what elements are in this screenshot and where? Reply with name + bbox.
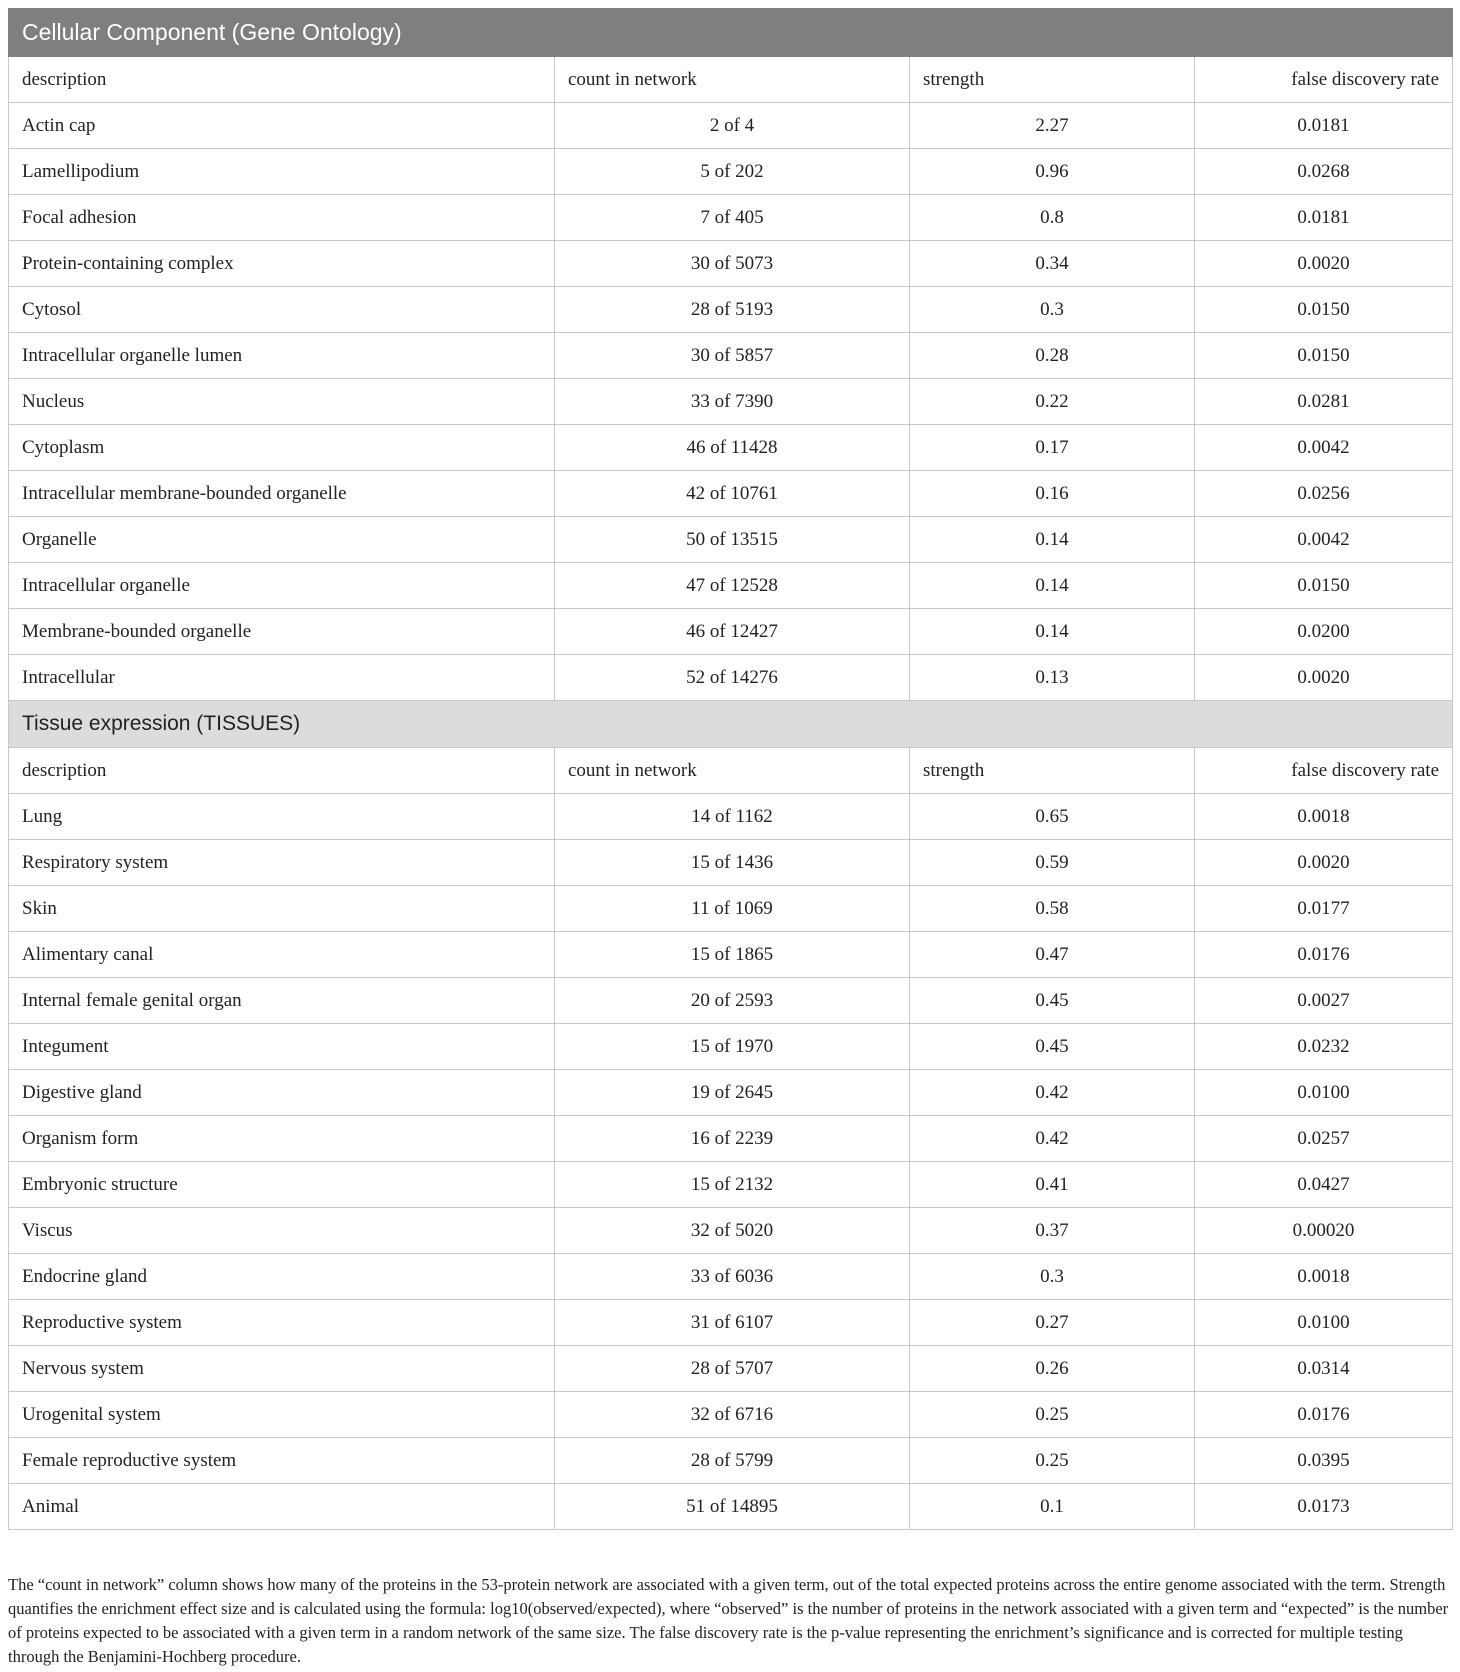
cell-description: Cytosol — [9, 287, 555, 333]
section-title-row — [9, 9, 1453, 57]
cell-false-discovery-rate: 0.0020 — [1195, 241, 1453, 287]
cell-count-in-network: 51 of 14895 — [555, 1484, 910, 1530]
cell-false-discovery-rate: 0.0173 — [1195, 1484, 1453, 1530]
table-row — [9, 471, 1453, 517]
table-row — [9, 1438, 1453, 1484]
cell-description: Nucleus — [9, 379, 555, 425]
table-row — [9, 655, 1453, 701]
table-row — [9, 517, 1453, 563]
cell-count-in-network: 42 of 10761 — [555, 471, 910, 517]
cell-false-discovery-rate: 0.0256 — [1195, 471, 1453, 517]
cell-strength: 0.28 — [910, 333, 1195, 379]
cell-description: Urogenital system — [9, 1392, 555, 1438]
cell-strength: 0.41 — [910, 1162, 1195, 1208]
table-row — [9, 794, 1453, 840]
table-row — [9, 1254, 1453, 1300]
cell-count-in-network: 19 of 2645 — [555, 1070, 910, 1116]
cell-false-discovery-rate: 0.0314 — [1195, 1346, 1453, 1392]
table-row — [9, 149, 1453, 195]
cell-description: Animal — [9, 1484, 555, 1530]
table-row — [9, 425, 1453, 471]
cell-description: Membrane-bounded organelle — [9, 609, 555, 655]
cell-false-discovery-rate: 0.0018 — [1195, 794, 1453, 840]
cell-description: Cytoplasm — [9, 425, 555, 471]
cell-false-discovery-rate: 0.0181 — [1195, 103, 1453, 149]
header-strength: strength — [910, 748, 1195, 794]
enrichment-table — [8, 8, 1453, 1530]
table-row — [9, 1392, 1453, 1438]
cell-count-in-network: 11 of 1069 — [555, 886, 910, 932]
cell-false-discovery-rate: 0.0177 — [1195, 886, 1453, 932]
table-row — [9, 1208, 1453, 1254]
cell-count-in-network: 15 of 1970 — [555, 1024, 910, 1070]
table-row — [9, 195, 1453, 241]
cell-false-discovery-rate: 0.0176 — [1195, 1392, 1453, 1438]
cell-strength: 0.34 — [910, 241, 1195, 287]
cell-description: Skin — [9, 886, 555, 932]
cell-strength: 0.45 — [910, 1024, 1195, 1070]
cell-false-discovery-rate: 0.0020 — [1195, 840, 1453, 886]
header-description: description — [9, 57, 555, 103]
cell-count-in-network: 32 of 5020 — [555, 1208, 910, 1254]
cell-count-in-network: 47 of 12528 — [555, 563, 910, 609]
cell-description: Integument — [9, 1024, 555, 1070]
section-title-row — [9, 701, 1453, 748]
cell-false-discovery-rate: 0.0181 — [1195, 195, 1453, 241]
cell-false-discovery-rate: 0.0200 — [1195, 609, 1453, 655]
cell-false-discovery-rate: 0.0281 — [1195, 379, 1453, 425]
cell-strength: 0.14 — [910, 517, 1195, 563]
column-header-row — [9, 748, 1453, 794]
cell-description: Lamellipodium — [9, 149, 555, 195]
cell-strength: 0.58 — [910, 886, 1195, 932]
cell-false-discovery-rate: 0.0150 — [1195, 333, 1453, 379]
cell-count-in-network: 14 of 1162 — [555, 794, 910, 840]
section-title: Tissue expression (TISSUES) — [9, 701, 1453, 748]
cell-strength: 0.65 — [910, 794, 1195, 840]
cell-count-in-network: 28 of 5193 — [555, 287, 910, 333]
cell-strength: 0.16 — [910, 471, 1195, 517]
cell-description: Organelle — [9, 517, 555, 563]
table-row — [9, 1346, 1453, 1392]
table-row — [9, 1116, 1453, 1162]
cell-description: Focal adhesion — [9, 195, 555, 241]
table-row — [9, 609, 1453, 655]
table-row — [9, 978, 1453, 1024]
cell-strength: 0.25 — [910, 1392, 1195, 1438]
cell-false-discovery-rate: 0.0150 — [1195, 287, 1453, 333]
header-description: description — [9, 748, 555, 794]
cell-false-discovery-rate: 0.0020 — [1195, 655, 1453, 701]
cell-strength: 0.3 — [910, 287, 1195, 333]
cell-description: Actin cap — [9, 103, 555, 149]
cell-description: Intracellular organelle — [9, 563, 555, 609]
cell-count-in-network: 32 of 6716 — [555, 1392, 910, 1438]
cell-false-discovery-rate: 0.0018 — [1195, 1254, 1453, 1300]
cell-description: Digestive gland — [9, 1070, 555, 1116]
cell-count-in-network: 16 of 2239 — [555, 1116, 910, 1162]
cell-description: Lung — [9, 794, 555, 840]
cell-description: Intracellular — [9, 655, 555, 701]
cell-false-discovery-rate: 0.0395 — [1195, 1438, 1453, 1484]
cell-false-discovery-rate: 0.0100 — [1195, 1070, 1453, 1116]
cell-strength: 0.47 — [910, 932, 1195, 978]
cell-false-discovery-rate: 0.0257 — [1195, 1116, 1453, 1162]
cell-description: Protein-containing complex — [9, 241, 555, 287]
cell-count-in-network: 7 of 405 — [555, 195, 910, 241]
header-count-in-network: count in network — [555, 57, 910, 103]
table-row — [9, 241, 1453, 287]
table-row — [9, 1024, 1453, 1070]
cell-count-in-network: 46 of 12427 — [555, 609, 910, 655]
cell-strength: 0.42 — [910, 1116, 1195, 1162]
cell-strength: 0.14 — [910, 609, 1195, 655]
cell-strength: 2.27 — [910, 103, 1195, 149]
table-footnote: The “count in network” column shows how many of the proteins in the 53-protein network are associated with a given term, out of the total expected proteins across the entire genome associated with the term. Strength quantifies the enrichment effect size and is calculated using the formula: log10(observed/expected), where “observed” is the number of proteins in the network associated with a given term and “expected” is the number of proteins expected to be associated with a given term in a random network of the same size. The false discovery rate is the p-value representing the enrichment’s significance and is corrected for multiple testing through the Benjamini-Hochberg procedure. — [8, 1575, 1449, 1666]
cell-false-discovery-rate: 0.00020 — [1195, 1208, 1453, 1254]
cell-count-in-network: 33 of 6036 — [555, 1254, 910, 1300]
cell-strength: 0.27 — [910, 1300, 1195, 1346]
column-header-row — [9, 57, 1453, 103]
cell-count-in-network: 50 of 13515 — [555, 517, 910, 563]
cell-description: Reproductive system — [9, 1300, 555, 1346]
cell-false-discovery-rate: 0.0176 — [1195, 932, 1453, 978]
table-row — [9, 287, 1453, 333]
table-row — [9, 563, 1453, 609]
cell-count-in-network: 52 of 14276 — [555, 655, 910, 701]
cell-false-discovery-rate: 0.0042 — [1195, 517, 1453, 563]
header-count-in-network: count in network — [555, 748, 910, 794]
cell-count-in-network: 28 of 5799 — [555, 1438, 910, 1484]
cell-description: Organism form — [9, 1116, 555, 1162]
cell-count-in-network: 46 of 11428 — [555, 425, 910, 471]
cell-strength: 0.25 — [910, 1438, 1195, 1484]
header-false-discovery-rate: false discovery rate — [1195, 57, 1453, 103]
cell-description: Alimentary canal — [9, 932, 555, 978]
cell-count-in-network: 2 of 4 — [555, 103, 910, 149]
cell-description: Endocrine gland — [9, 1254, 555, 1300]
cell-false-discovery-rate: 0.0027 — [1195, 978, 1453, 1024]
table-row — [9, 333, 1453, 379]
cell-count-in-network: 15 of 1436 — [555, 840, 910, 886]
table-row — [9, 1070, 1453, 1116]
cell-strength: 0.96 — [910, 149, 1195, 195]
table-row — [9, 103, 1453, 149]
cell-count-in-network: 28 of 5707 — [555, 1346, 910, 1392]
cell-strength: 0.59 — [910, 840, 1195, 886]
cell-count-in-network: 31 of 6107 — [555, 1300, 910, 1346]
cell-strength: 0.42 — [910, 1070, 1195, 1116]
table-row — [9, 379, 1453, 425]
cell-description: Embryonic structure — [9, 1162, 555, 1208]
cell-description: Viscus — [9, 1208, 555, 1254]
cell-description: Internal female genital organ — [9, 978, 555, 1024]
cell-strength: 0.45 — [910, 978, 1195, 1024]
cell-strength: 0.26 — [910, 1346, 1195, 1392]
header-false-discovery-rate: false discovery rate — [1195, 748, 1453, 794]
cell-strength: 0.8 — [910, 195, 1195, 241]
cell-count-in-network: 30 of 5857 — [555, 333, 910, 379]
cell-count-in-network: 30 of 5073 — [555, 241, 910, 287]
cell-description: Intracellular organelle lumen — [9, 333, 555, 379]
cell-description: Nervous system — [9, 1346, 555, 1392]
header-strength: strength — [910, 57, 1195, 103]
cell-count-in-network: 33 of 7390 — [555, 379, 910, 425]
cell-description: Respiratory system — [9, 840, 555, 886]
cell-description: Female reproductive system — [9, 1438, 555, 1484]
cell-description: Intracellular membrane-bounded organelle — [9, 471, 555, 517]
cell-false-discovery-rate: 0.0232 — [1195, 1024, 1453, 1070]
cell-strength: 0.37 — [910, 1208, 1195, 1254]
table-row — [9, 840, 1453, 886]
enrichment-table-body — [9, 9, 1453, 1530]
table-row — [9, 886, 1453, 932]
cell-false-discovery-rate: 0.0427 — [1195, 1162, 1453, 1208]
cell-count-in-network: 20 of 2593 — [555, 978, 910, 1024]
table-row — [9, 1162, 1453, 1208]
table-row — [9, 1300, 1453, 1346]
table-row — [9, 932, 1453, 978]
cell-count-in-network: 5 of 202 — [555, 149, 910, 195]
cell-false-discovery-rate: 0.0042 — [1195, 425, 1453, 471]
cell-count-in-network: 15 of 2132 — [555, 1162, 910, 1208]
cell-strength: 0.17 — [910, 425, 1195, 471]
cell-strength: 0.3 — [910, 1254, 1195, 1300]
cell-count-in-network: 15 of 1865 — [555, 932, 910, 978]
table-row — [9, 1484, 1453, 1530]
section-title: Cellular Component (Gene Ontology) — [9, 9, 1453, 57]
cell-strength: 0.1 — [910, 1484, 1195, 1530]
cell-strength: 0.22 — [910, 379, 1195, 425]
cell-false-discovery-rate: 0.0268 — [1195, 149, 1453, 195]
cell-strength: 0.14 — [910, 563, 1195, 609]
cell-false-discovery-rate: 0.0100 — [1195, 1300, 1453, 1346]
cell-false-discovery-rate: 0.0150 — [1195, 563, 1453, 609]
cell-strength: 0.13 — [910, 655, 1195, 701]
